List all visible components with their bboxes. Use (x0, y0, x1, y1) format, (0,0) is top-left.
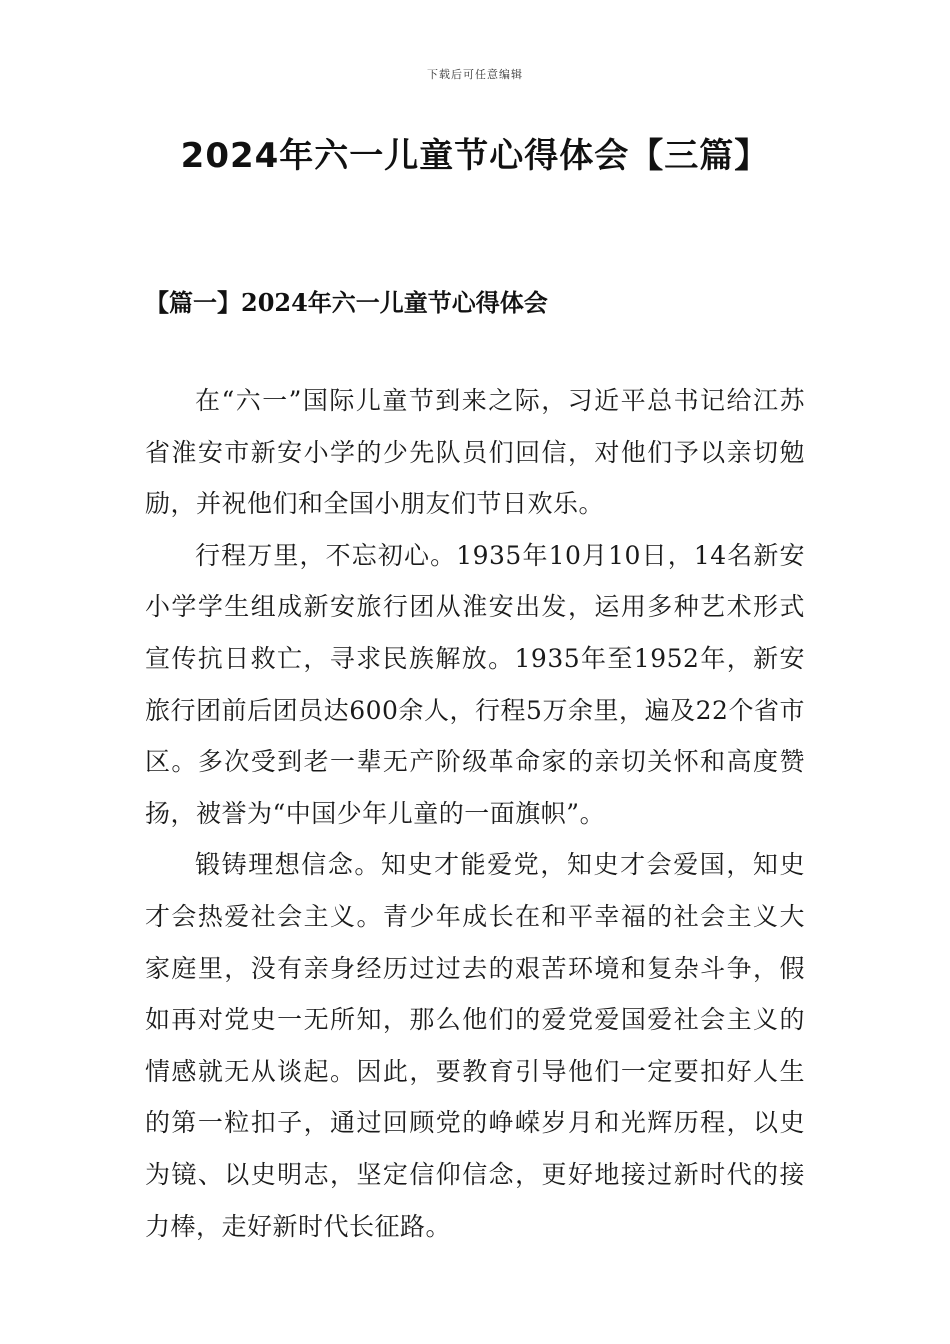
document-title: 2024年六一儿童节心得体会【三篇】 (180, 136, 770, 176)
paragraph-1: 在“六一”国际儿童节到来之际，习近平总书记给江苏省淮安市新安小学的少先队员们回信，对他们予以亲切勉励，并祝他们和全国小朋友们节日欢乐。 (145, 386, 805, 519)
paragraph-3: 锻铸理想信念。知史才能爱党，知史才会爱国，知史才会热爱社会主义。青少年成长在和平幸福的社会主义大家庭里，没有亲身经历过过去的艰苦环境和复杂斗争，假如再对党史一无所知，那么他们的爱党爱国爱社会主义的情感就无从谈起。因此，要教育引导他们一定要扣好人生的第一粒扣子，通过回顾党的峥嵘岁月和光辉历程，以史为镜、以史明志，坚定信仰信念，更好地接过新时代的接力棒，走好新时代长征路。 (145, 850, 805, 1241)
document-body (145, 375, 805, 1252)
paragraph-2: 行程万里，不忘初心。1935年10月10日，14名新安小学学生组成新安旅行团从淮安出发，运用多种艺术形式宣传抗日救亡，寻求民族解放。1935年至1952年，新安旅行团前后团员达600余人，行程5万余里，遍及22个省市区。多次受到老一辈无产阶级革命家的亲切关怀和高度赞扬，被誉为“中国少年儿童的一面旗帜”。 (145, 540, 805, 828)
section-heading: 【篇一】2024年六一儿童节心得体会 (145, 288, 548, 317)
header-note: 下载后可任意编辑 (427, 68, 523, 81)
